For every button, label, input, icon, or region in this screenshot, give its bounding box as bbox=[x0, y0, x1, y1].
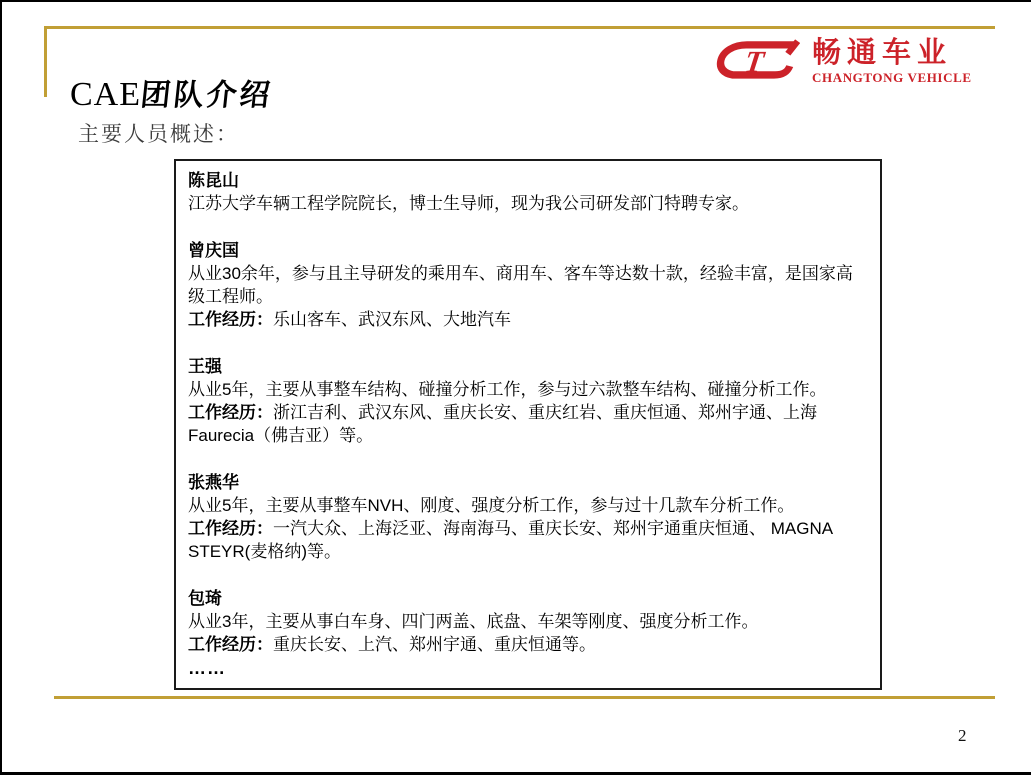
bottom-accent-line bbox=[54, 696, 995, 699]
experience-text: 一汽大众、上海泛亚、海南海马、重庆长安、郑州宇通重庆恒通、 MAGNA STEYR(麦格纳)等。 bbox=[188, 519, 833, 561]
experience-text: 浙江吉利、武汉东风、重庆长安、重庆红岩、重庆恒通、郑州宇通、上海Faurecia（佛吉亚）等。 bbox=[188, 403, 817, 445]
member-section bbox=[188, 239, 868, 331]
experience-label: 工作经历： bbox=[188, 310, 273, 329]
logo-name-cn: 畅通车业 bbox=[812, 36, 953, 69]
title-cn: 团队介绍 bbox=[138, 79, 275, 112]
member-experience bbox=[188, 401, 868, 447]
experience-text: 乐山客车、武汉东风、大地汽车 bbox=[273, 310, 511, 329]
team-box bbox=[174, 159, 882, 690]
member-section bbox=[188, 587, 868, 656]
company-logo bbox=[712, 38, 972, 84]
left-accent-line bbox=[44, 26, 47, 97]
member-section bbox=[188, 355, 868, 447]
changtong-logo-icon bbox=[712, 38, 800, 84]
logo-text bbox=[812, 36, 972, 85]
member-description: 从业5年，主要从事整车结构、碰撞分析工作，参与过六款整车结构、碰撞分析工作。 bbox=[188, 380, 827, 399]
experience-label: 工作经历： bbox=[188, 519, 273, 538]
member-section bbox=[188, 471, 868, 563]
experience-label: 工作经历： bbox=[188, 635, 273, 654]
member-section bbox=[188, 169, 868, 215]
member-name: 曾庆国 bbox=[188, 241, 239, 260]
page-number: 2 bbox=[958, 726, 967, 745]
member-description: 从业30余年，参与且主导研发的乘用车、商用车、客车等达数十款，经验丰富，是国家高级工程师。 bbox=[188, 264, 853, 306]
top-accent-line bbox=[46, 26, 995, 29]
member-name: 张燕华 bbox=[188, 473, 239, 492]
experience-label: 工作经历： bbox=[188, 403, 273, 422]
member-description: 从业5年，主要从事整车NVH、刚度、强度分析工作，参与过十几款车分析工作。 bbox=[188, 496, 795, 515]
member-name: 陈昆山 bbox=[188, 171, 239, 190]
experience-text: 重庆长安、上汽、郑州宇通、重庆恒通等。 bbox=[273, 635, 596, 654]
member-name: 王强 bbox=[188, 357, 222, 376]
page-title bbox=[70, 70, 273, 114]
member-description: 从业3年，主要从事白车身、四门两盖、底盘、车架等刚度、强度分析工作。 bbox=[188, 612, 759, 631]
title-latin: CAE bbox=[70, 76, 141, 113]
subtitle: 主要人员概述： bbox=[78, 122, 239, 146]
member-experience bbox=[188, 633, 868, 656]
member-experience bbox=[188, 517, 868, 563]
member-description: 江苏大学车辆工程学院院长，博士生导师，现为我公司研发部门特聘专家。 bbox=[188, 194, 749, 213]
member-name: 包琦 bbox=[188, 589, 222, 608]
ellipsis: …… bbox=[188, 658, 226, 678]
svg-text:T: T bbox=[742, 44, 767, 79]
logo-name-en: CHANGTONG VEHICLE bbox=[812, 69, 972, 85]
member-experience bbox=[188, 308, 868, 331]
